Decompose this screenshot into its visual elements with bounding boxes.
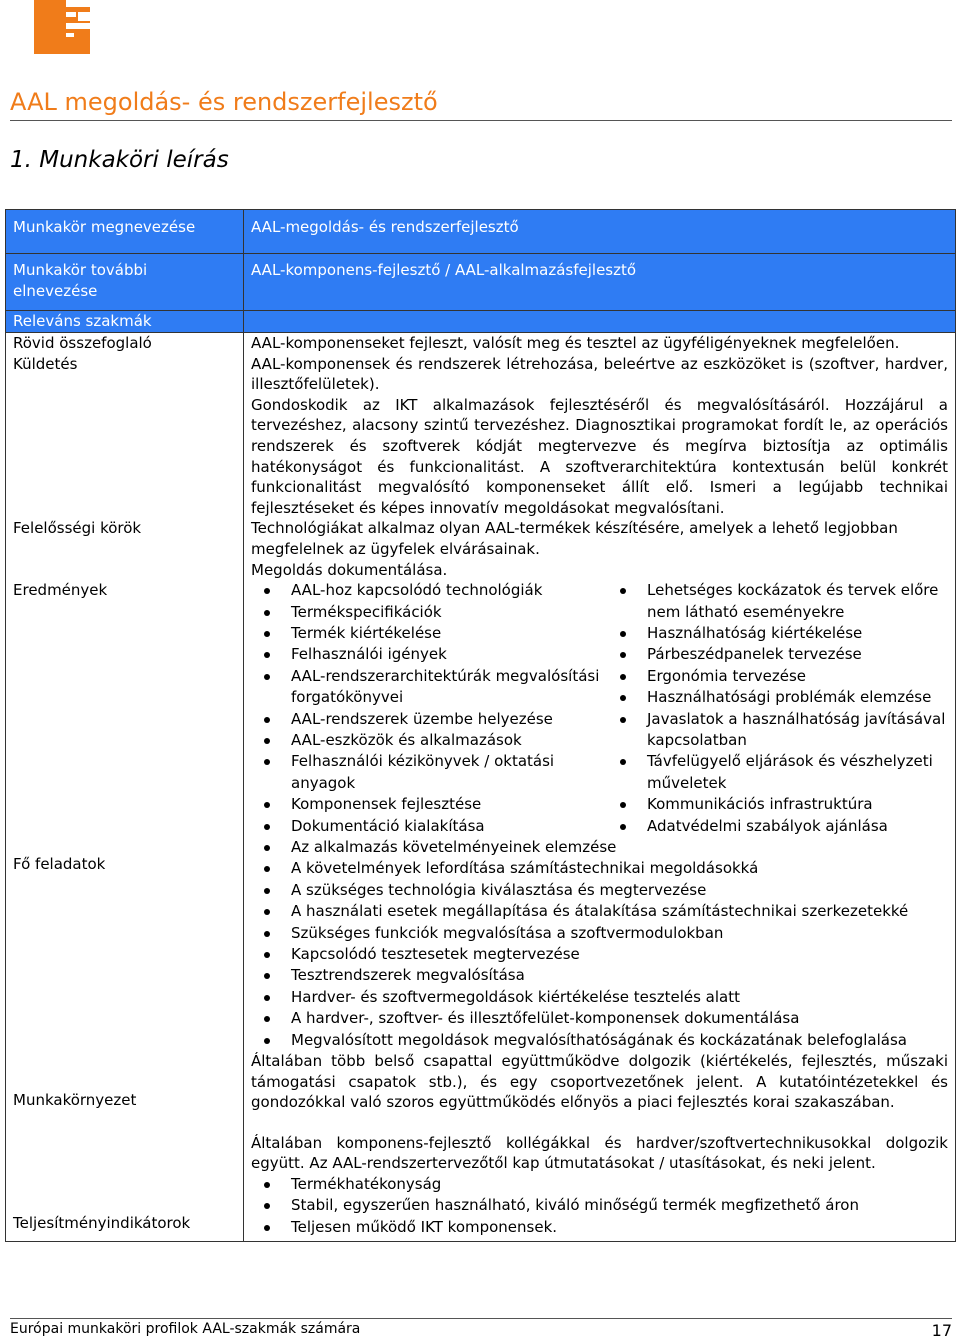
- row-relevant: [6, 311, 956, 333]
- label-environment: Munkakörnyezet: [13, 1090, 137, 1109]
- list-item: A hardver-, szoftver- és illesztőfelület-komponensek dokumentálása: [251, 1008, 948, 1029]
- value-summary: AAL-komponenseket fejleszt, valósít meg és tesztel az ügyféligényeknek megfelelően.: [251, 334, 900, 352]
- list-item: Használhatósági problémák elemzése: [607, 687, 948, 708]
- footer-text: Európai munkaköri profilok AAL-szakmák számára: [10, 1321, 361, 1337]
- list-item: Használhatóság kiértékelése: [607, 623, 948, 644]
- page-footer: [10, 1318, 952, 1339]
- kpi-list: [251, 1174, 948, 1238]
- row-details: [6, 333, 956, 1242]
- list-item: Ergonómia tervezése: [607, 666, 948, 687]
- label-other-titles: Munkakör további elnevezése: [6, 254, 244, 311]
- list-item: Dokumentáció kialakítása: [251, 816, 607, 837]
- list-item: Teljesen működő IKT komponensek.: [251, 1217, 948, 1238]
- list-item: Stabil, egyszerűen használható, kiváló minőségű termék megfizethető áron: [251, 1195, 948, 1216]
- results-list-1: [251, 580, 607, 837]
- row-other-titles: [6, 254, 956, 311]
- section-title: 1. Munkaköri leírás: [10, 147, 229, 173]
- value-mission-1: AAL-komponensek és rendszerek létrehozása, beleértve az eszközöket is (szoftver, hardver, illesztőfelületek).: [251, 354, 948, 394]
- job-description-table: [5, 209, 956, 1242]
- list-item: Az alkalmazás követelményeinek elemzése: [251, 837, 948, 858]
- list-item: AAL-hoz kapcsolódó technológiák: [251, 580, 607, 601]
- list-item: Tesztrendszerek megvalósítása: [251, 965, 948, 986]
- list-item: Kommunikációs infrastruktúra: [607, 794, 948, 815]
- details-values: [244, 333, 956, 1242]
- list-item: Termékspecifikációk: [251, 602, 607, 623]
- details-labels: [6, 333, 244, 1242]
- list-item: Felhasználói kézikönyvek / oktatási anyagok: [251, 751, 607, 794]
- label-mission: Küldetés: [13, 354, 78, 373]
- logo-icon: [34, 0, 90, 54]
- value-job-title: AAL-megoldás- és rendszerfejlesztő: [244, 210, 956, 254]
- list-item: Hardver- és szoftvermegoldások kiértékelése tesztelés alatt: [251, 987, 948, 1008]
- list-item: Távfelügyelő eljárások és vészhelyzeti műveletek: [607, 751, 948, 794]
- list-item: Adatvédelmi szabályok ajánlása: [607, 816, 948, 837]
- list-item: Komponensek fejlesztése: [251, 794, 607, 815]
- label-tasks: Fő feladatok: [13, 855, 106, 874]
- list-item: Felhasználói igények: [251, 644, 607, 665]
- value-responsibilities-1: Technológiákat alkalmaz olyan AAL-termékek készítésére, amelyek a lehető legjobban megfelelnek az ügyfelek elvárásainak.: [251, 519, 898, 558]
- list-item: Termékhatékonyság: [251, 1174, 948, 1195]
- label-results: Eredmények: [13, 580, 108, 599]
- list-item: AAL-rendszerek üzembe helyezése: [251, 709, 607, 730]
- list-item: Szükséges funkciók megvalósítása a szoftvermodulokban: [251, 923, 948, 944]
- value-environment-2: Általában komponens-fejlesztő kollégákkal és hardver/szoftvertechnikusokkal dolgozik együtt. Az AAL-rendszertervezőtől kap útmutatásokat / utasításokat, és neki jelent.: [251, 1133, 948, 1173]
- list-item: A használati esetek megállapítása és átalakítása számítástechnikai szerkezetekké: [251, 901, 948, 922]
- list-item: A követelmények lefordítása számítástechnikai megoldásokká: [251, 858, 948, 879]
- page-number: 17: [931, 1321, 952, 1340]
- value-responsibilities-2: Megoldás dokumentálása.: [251, 560, 448, 579]
- row-job-title: [6, 210, 956, 254]
- document-title: AAL megoldás- és rendszerfejlesztő: [10, 86, 952, 121]
- list-item: A szükséges technológia kiválasztása és megtervezése: [251, 880, 948, 901]
- value-other-titles: AAL-komponens-fejlesztő / AAL-alkalmazásfejlesztő: [244, 254, 956, 311]
- value-relevant: [244, 311, 956, 333]
- list-item: Párbeszédpanelek tervezése: [607, 644, 948, 665]
- list-item: Lehetséges kockázatok és tervek előre nem látható eseményekre: [607, 580, 948, 623]
- label-summary: Rövid összefoglaló: [13, 334, 152, 352]
- list-item: Termék kiértékelése: [251, 623, 607, 644]
- list-item: Kapcsolódó tesztesetek megtervezése: [251, 944, 948, 965]
- value-environment-1: Általában több belső csapattal együttműködve dolgozik (kiértékelés, fejlesztés, műszaki támogatási csapatok stb.), és egy csoportvezetőnek jelent. A kutatóintézetekkel és gondozókkal való szoros együttműködés előnyös a piaci fejlesztés korai szakaszában.: [251, 1052, 948, 1112]
- list-item: Megvalósított megoldások megvalósíthatóságának és kockázatának belefoglalása: [251, 1030, 948, 1051]
- value-mission-2: Gondoskodik az IKT alkalmazások fejlesztéséről és megvalósításáról. Hozzájárul a tervezéshez, alacsony szintű tervezéshez. Diagnosztikai programokat fordít le, az operációs rendszerek és szoftverek kódját megtervezve és megírva biztosítja az optimális hatékonyságot és funkcionalitást. A szoftverarchitektúra kontextusán belül konkrét funkcionalitást megvalósító komponenseket állít elő. Ismeri a legújabb technikai fejlesztéseket és képes innovatív megoldásokat megvalósítani.: [251, 395, 948, 517]
- tasks-list: [251, 837, 948, 1051]
- list-item: AAL-rendszerarchitektúrák megvalósítási forgatókönyvei: [251, 666, 607, 709]
- label-kpi: Teljesítményindikátorok: [13, 1213, 191, 1232]
- results-list-2: [607, 580, 948, 837]
- list-item: AAL-eszközök és alkalmazások: [251, 730, 607, 751]
- list-item: Javaslatok a használhatóság javításával kapcsolatban: [607, 709, 948, 752]
- label-relevant: Releváns szakmák: [6, 311, 244, 333]
- label-responsibilities: Felelősségi körök: [13, 519, 142, 538]
- results-columns: [251, 580, 948, 837]
- label-job-title: Munkakör megnevezése: [6, 210, 244, 254]
